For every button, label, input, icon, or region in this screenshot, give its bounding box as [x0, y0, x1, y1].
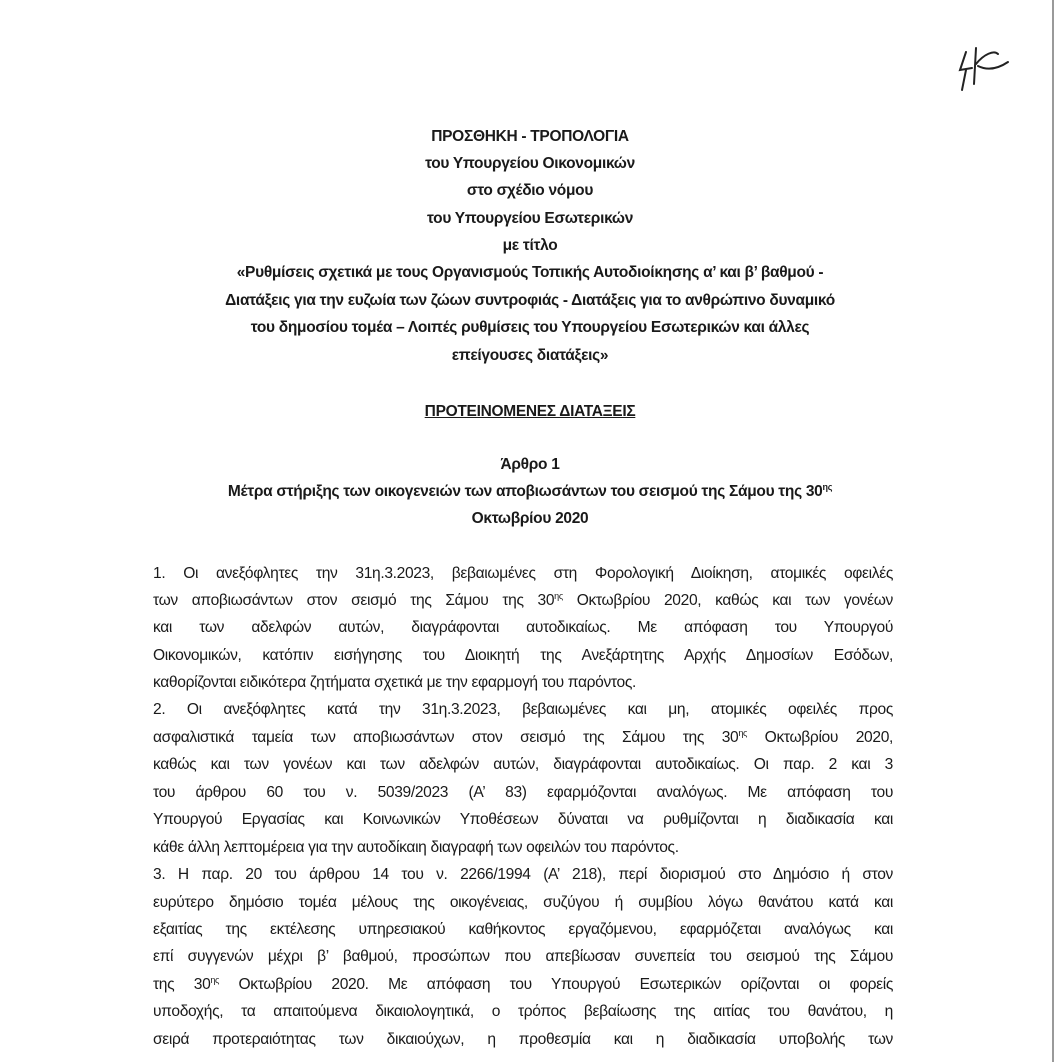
- text: των αποβιωσάντων στον σεισμό της Σάμου της 30: [153, 592, 555, 609]
- body-line: 3. Η παρ. 20 του άρθρου 14 του ν. 2266/1994 (Α’ 218), περί διορισμού στο Δημόσιο ή στον: [153, 866, 893, 883]
- body-line: Υπουργού Εργασίας και Κοινωνικών Υποθέσεων δύναται να ρυθμίζονται η διαδικασία και: [153, 811, 893, 828]
- body-line: καθορίζονται ειδικότερα ζητήματα σχετικά με την εφαρμογή του παρόντος.: [153, 674, 636, 691]
- body-line: [153, 591, 893, 611]
- body-line: και των αδελφών αυτών, διαγράφονται αυτοδικαίως. Με απόφαση του Υπουργού: [153, 619, 893, 636]
- body-line: [153, 728, 893, 748]
- body-line: σειρά προτεραιότητας των δικαιούχων, η προθεσμία και η διαδικασία υποβολής των: [153, 1031, 893, 1048]
- title-line: του δημοσίου τομέα – Λοιπές ρυθμίσεις του Υπουργείου Εσωτερικών και άλλες: [250, 319, 810, 336]
- superscript: ης: [738, 728, 747, 738]
- header-line: του Υπουργείου Οικονομικών: [425, 155, 635, 172]
- body-line: [153, 975, 893, 995]
- title-line: «Ρυθμίσεις σχετικά με τους Οργανισμούς Τοπικής Αυτοδιοίκησης α’ και β’ βαθμού -: [236, 264, 824, 281]
- body-line: 2. Οι ανεξόφλητες κατά την 31η.3.2023, βεβαιωμένες και μη, ατομικές οφειλές προς: [153, 701, 893, 718]
- superscript: ης: [554, 591, 563, 601]
- header-line: με τίτλο: [502, 237, 558, 254]
- body-line: κάθε άλλη λεπτομέρεια για την αυτοδίκαιη διαγραφή των οφειλών του παρόντος.: [153, 839, 679, 856]
- text: Οκτωβρίου 2020, καθώς και των γονέων: [562, 592, 893, 609]
- article-title: Οκτωβρίου 2020: [471, 510, 589, 527]
- text: της 30: [153, 976, 211, 993]
- superscript: ης: [210, 975, 220, 985]
- article-title: [140, 482, 920, 502]
- header-line: του Υπουργείου Εσωτερικών: [426, 210, 634, 227]
- header-line: ΠΡΟΣΘΗΚΗ - ΤΡΟΠΟΛΟΓΙΑ: [431, 128, 629, 145]
- body-line: υποδοχής, τα απαιτούμενα δικαιολογητικά, ο τρόπος βεβαίωσης της αιτίας του θανάτου, η: [153, 1003, 893, 1020]
- body-line: καθώς και των γονέων και των αδελφών αυτών, διαγράφονται αυτοδικαίως. Οι παρ. 2 και 3: [153, 756, 893, 773]
- handwritten-signature: [952, 40, 1022, 95]
- body-line: 1. Οι ανεξόφλητες την 31η.3.2023, βεβαιωμένες στη Φορολογική Διοίκηση, ατομικές οφειλές: [153, 565, 893, 582]
- body-line: του άρθρου 60 του ν. 5039/2023 (Α’ 83) εφαρμόζονται αναλόγως. Με απόφαση του: [153, 784, 893, 801]
- superscript: ης: [822, 482, 833, 492]
- body-line: Οικονομικών, κατόπιν εισήγησης του Διοικητή της Ανεξάρτητης Αρχής Δημοσίων Εσόδων,: [153, 647, 893, 664]
- scan-edge: [1052, 0, 1054, 1062]
- text: Οκτωβρίου 2020,: [747, 729, 893, 746]
- article-title-text: Μέτρα στήριξης των οικογενειών των αποβιωσάντων του σεισμού της Σάμου της 30: [227, 483, 823, 500]
- header-line: στο σχέδιο νόμου: [466, 182, 594, 199]
- text: Οκτωβρίου 2020. Με απόφαση του Υπουργού Εσωτερικών ορίζονται οι φορείς: [219, 976, 893, 993]
- title-line: επείγουσες διατάξεις»: [451, 347, 609, 364]
- article-number: Άρθρο 1: [500, 456, 560, 473]
- body-line: ευρύτερο δημόσιο τομέα μέλους της οικογένειας, συζύγου ή συμβίου λόγω θανάτου κατά και: [153, 894, 893, 911]
- title-line: Διατάξεις για την ευζωία των ζώων συντροφιάς - Διατάξεις για το ανθρώπινο δυναμικό: [225, 292, 835, 309]
- text: ασφαλιστικά ταμεία των αποβιωσάντων στον σεισμό της Σάμου της 30: [153, 729, 739, 746]
- body-line: επί συγγενών μέχρι β’ βαθμού, προσώπων που απεβίωσαν συνεπεία του σεισμού της Σάμου: [153, 948, 893, 965]
- section-heading: ΠΡΟΤΕΙΝΟΜΕΝΕΣ ΔΙΑΤΑΞΕΙΣ: [424, 403, 636, 420]
- body-line: εξαιτίας της εκτέλεσης υπηρεσιακού καθήκοντος εργαζόμενου, εφαρμόζεται αναλόγως και: [153, 921, 893, 938]
